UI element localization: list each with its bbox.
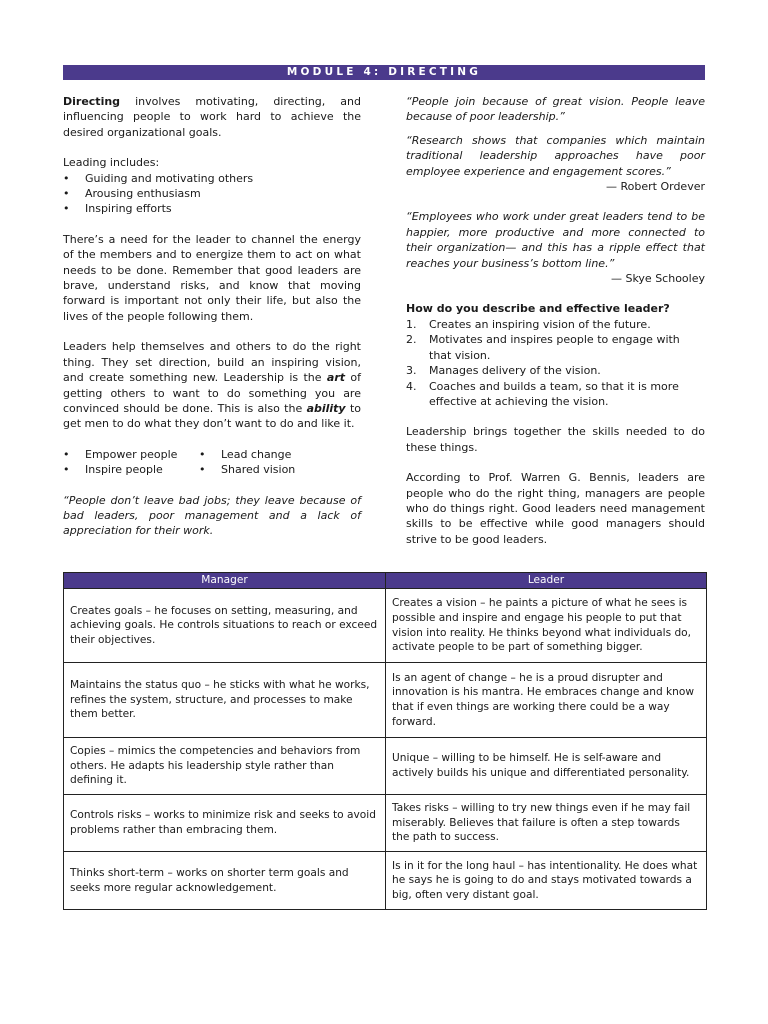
list-item: • Shared vision bbox=[199, 462, 295, 477]
intro-rest: involves motivating, directing, and influencing people to work hard to achieve the desired organizational goals. bbox=[63, 95, 361, 139]
table-row bbox=[64, 795, 707, 852]
quote-employees: “Employees who work under great leaders tend to be happier, more productive and more connected to their organization— and this has a ripple effect that reaches your business’s bottom line.” bbox=[406, 210, 705, 270]
quote-bad-jobs: “People don’t leave bad jobs; they leave because of bad leaders, poor management and a lack of appreciation for their work. bbox=[63, 493, 361, 538]
leading-heading: Leading includes: bbox=[63, 156, 160, 170]
leader-cell: Is in it for the long haul – has intentionality. He does what he says he is going to do and stays motivated towards a big, often very distant goal. bbox=[386, 852, 707, 910]
leader-cell: Unique – willing to be himself. He is self-aware and actively builds his unique and differentiated personality. bbox=[386, 738, 707, 795]
manager-cell: Copies – mimics the competencies and behaviors from others. He adapts his leadership style rather than defining it. bbox=[64, 738, 386, 795]
ability-emphasis: ability bbox=[306, 401, 346, 415]
intro-term: Directing bbox=[63, 95, 121, 108]
right-column bbox=[406, 94, 705, 547]
intro-paragraph bbox=[63, 94, 361, 140]
skills-paragraph: Leadership brings together the skills needed to do these things. bbox=[406, 425, 705, 454]
bennis-paragraph: According to Prof. Warren G. Bennis, leaders are people who do the right thing, managers are people who do things right. Good leaders need management skills to be effective while good managers should strive to be good leaders. bbox=[406, 471, 705, 546]
item-text: Coaches and builds a team, so that it is more effective at achieving the vision. bbox=[429, 379, 679, 408]
list-item: • Inspiring efforts bbox=[63, 201, 361, 216]
leader-cell: Takes risks – willing to try new things even if he may fail miserably. Believes that failure is often a step towards the path to success. bbox=[386, 795, 707, 852]
module-banner: MODULE 4: DIRECTING bbox=[63, 65, 705, 80]
attribution-schooley: — Skye Schooley bbox=[610, 272, 705, 286]
list-item: • Guiding and motivating others bbox=[63, 171, 361, 186]
item-number: 1. bbox=[406, 317, 417, 331]
item-text: Creates an inspiring vision of the future. bbox=[429, 317, 651, 331]
leadership-bullets bbox=[63, 447, 361, 478]
item-number: 4. bbox=[406, 379, 417, 393]
describe-heading: How do you describe and effective leader? bbox=[406, 302, 670, 316]
table-row bbox=[64, 738, 707, 795]
help-text-3: to get men to do what they don’t want to do and like it. bbox=[63, 401, 361, 431]
leading-list bbox=[63, 171, 361, 217]
header-manager: Manager bbox=[64, 573, 386, 589]
help-text-2: of getting others to want to do something you are convinced should be done. This is also the bbox=[63, 371, 361, 415]
manager-cell: Creates goals – he focuses on setting, measuring, and achieving goals. He controls situations to reach or exceed their objectives. bbox=[64, 589, 386, 663]
item-number: 2. bbox=[406, 333, 417, 347]
list-item bbox=[406, 317, 705, 332]
quote-research: “Research shows that companies which maintain traditional leadership approaches have poor employee experience and engagement scores.” bbox=[406, 133, 705, 178]
list-item: • Arousing enthusiasm bbox=[63, 186, 361, 201]
leaders-help-paragraph bbox=[63, 339, 361, 431]
manager-cell: Controls risks – works to minimize risk and seeks to avoid problems rather than embracing them. bbox=[64, 795, 386, 852]
help-text-1: Leaders help themselves and others to do the right thing. They set direction, build an inspiring vision, and create something new. Leadership is the bbox=[63, 340, 361, 385]
table-row bbox=[64, 589, 707, 663]
list-item: • Lead change bbox=[199, 447, 295, 462]
art-emphasis: art bbox=[326, 371, 346, 385]
list-item: • Empower people bbox=[63, 447, 199, 462]
leader-cell: Is an agent of change – he is a proud disrupter and innovation is his mantra. He embraces change and know that if even things are working there could be a way forward. bbox=[386, 663, 707, 738]
item-text: Motivates and inspires people to engage with that vision. bbox=[429, 333, 680, 362]
leader-cell: Creates a vision – he paints a picture of what he sees is possible and inspire and engage his people to put that vision into reality. He thinks beyond what individuals do, activate people to be part of something bigger. bbox=[386, 589, 707, 663]
list-item: • Inspire people bbox=[63, 462, 199, 477]
item-number: 3. bbox=[406, 364, 417, 378]
manager-vs-leader-table bbox=[63, 572, 707, 910]
header-leader: Leader bbox=[386, 573, 707, 589]
quote-vision: “People join because of great vision. People leave because of poor leadership.” bbox=[406, 95, 705, 124]
attribution-ordever: — Robert Ordever bbox=[606, 180, 705, 194]
manager-cell: Maintains the status quo – he sticks with what he works, refines the system, structure, and processes to make them better. bbox=[64, 663, 386, 738]
describe-list bbox=[406, 317, 705, 409]
list-item bbox=[406, 379, 705, 410]
list-item bbox=[406, 332, 705, 363]
manager-cell: Thinks short-term – works on shorter term goals and seeks more regular acknowledgement. bbox=[64, 852, 386, 910]
left-column bbox=[63, 94, 361, 539]
channel-paragraph: There’s a need for the leader to channel the energy of the members and to energize them to act on what needs to be done. Remember that good leaders are brave, understand risks, and know that moving forward is important not only their life, but also the lives of the people following them. bbox=[63, 232, 361, 323]
table-row bbox=[64, 663, 707, 738]
table-header-row bbox=[64, 573, 707, 589]
table-row bbox=[64, 852, 707, 910]
list-item bbox=[406, 363, 705, 378]
item-text: Manages delivery of the vision. bbox=[429, 364, 601, 378]
